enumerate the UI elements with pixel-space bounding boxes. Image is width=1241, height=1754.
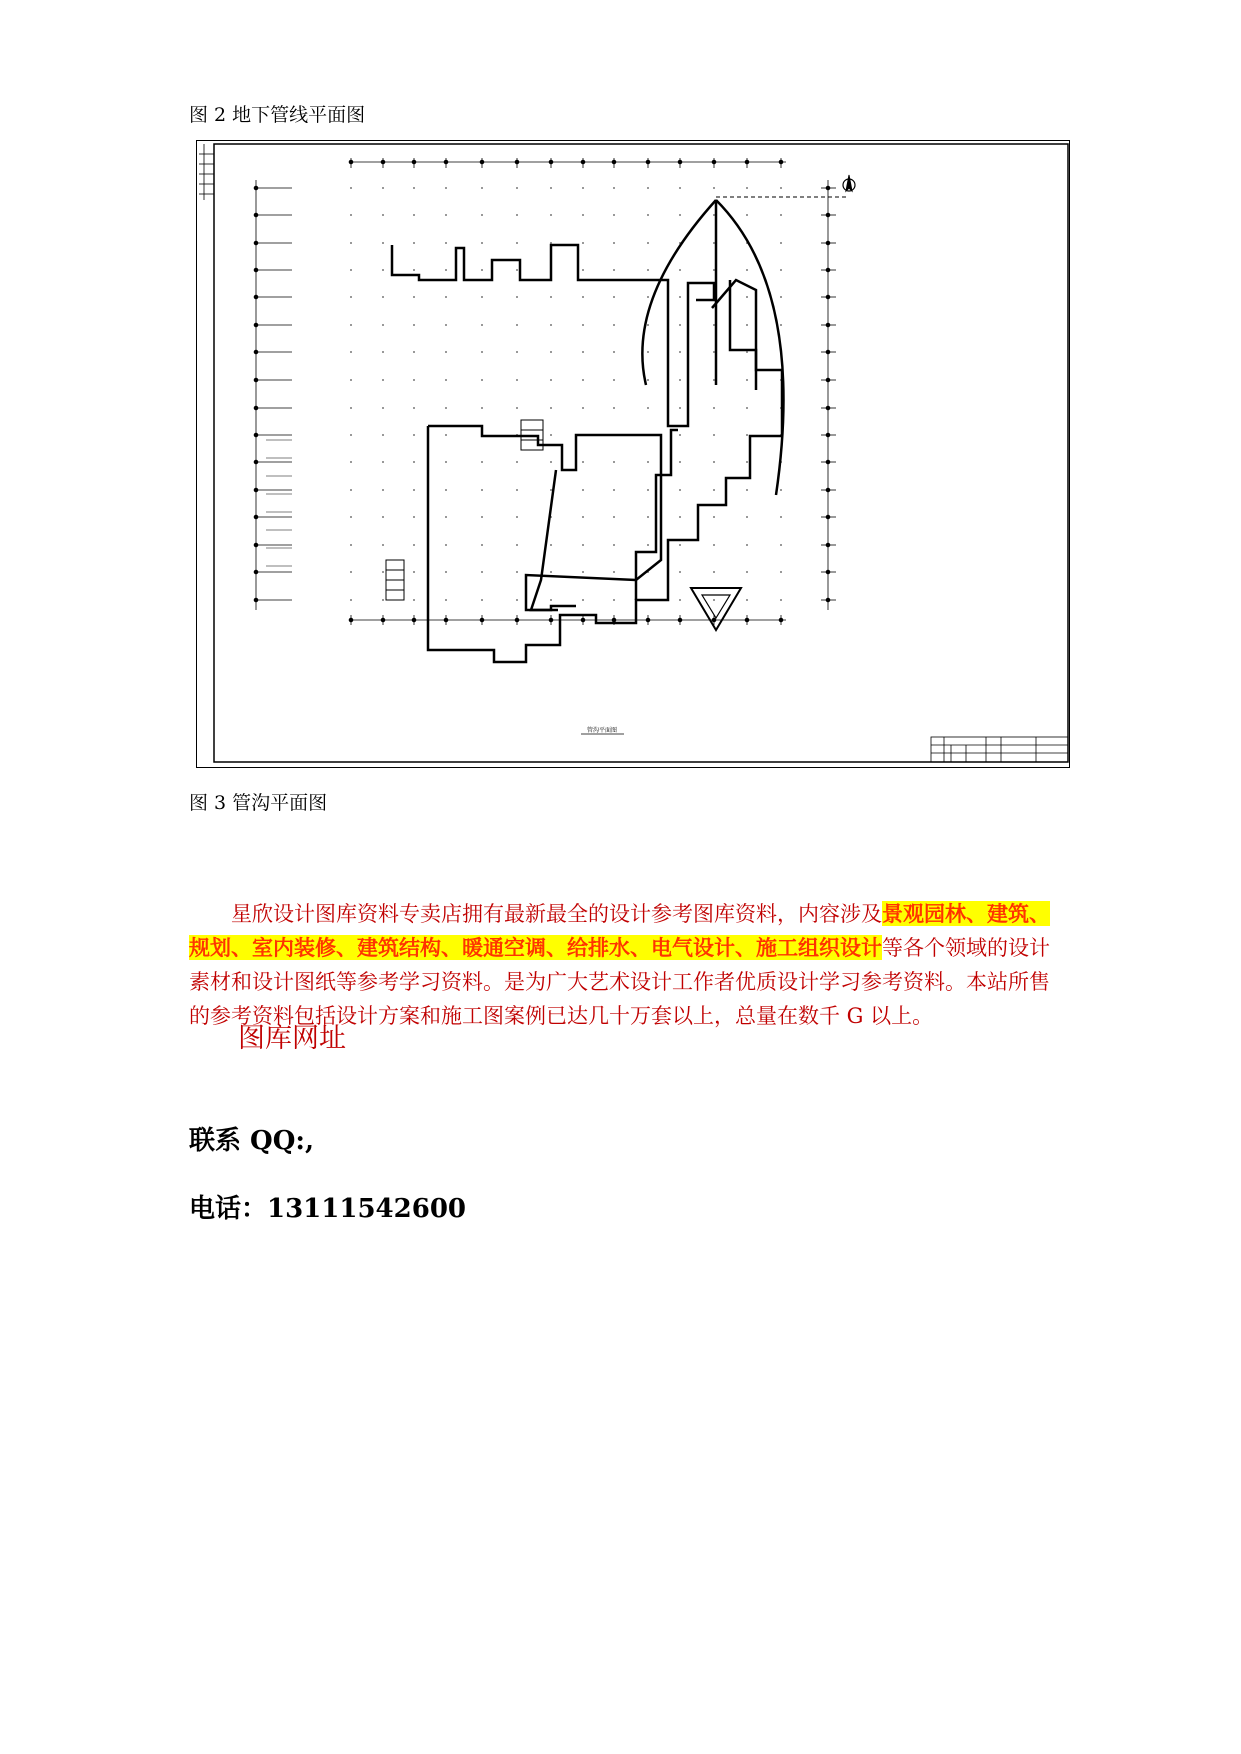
contact-qq: 联系 QQ:, xyxy=(189,1126,314,1156)
promo-lead: 星欣设计图库资料专卖店拥有最新最全的设计参考图库资料，内容涉及 xyxy=(231,902,882,926)
promo-highlight: 景观园林、建筑、规划、室内装修、建筑结构、暖通空调、给排水、电气设计、施工组织设计 xyxy=(189,901,1050,960)
promo-tail: 等各个领域的设计素材和设计图纸等参考学习资料。是为广大艺术设计工作者优质设计学习参考资料。本站所售的参考资料包括设计方案和施工图案例已达几十万套以上，总量在数千 G 以上。 xyxy=(189,936,1050,1028)
contact-phone: 电话：13111542600 xyxy=(189,1194,466,1224)
gallery-link[interactable]: 图库网址 xyxy=(238,1023,346,1054)
sheet-title: 管沟平面图 xyxy=(586,727,618,734)
promo-paragraph xyxy=(189,897,1054,1033)
trench-plan-drawing xyxy=(196,140,1070,768)
figure-3-caption: 图 3 管沟平面图 xyxy=(189,792,328,814)
figure-2-caption: 图 2 地下管线平面图 xyxy=(189,104,366,126)
